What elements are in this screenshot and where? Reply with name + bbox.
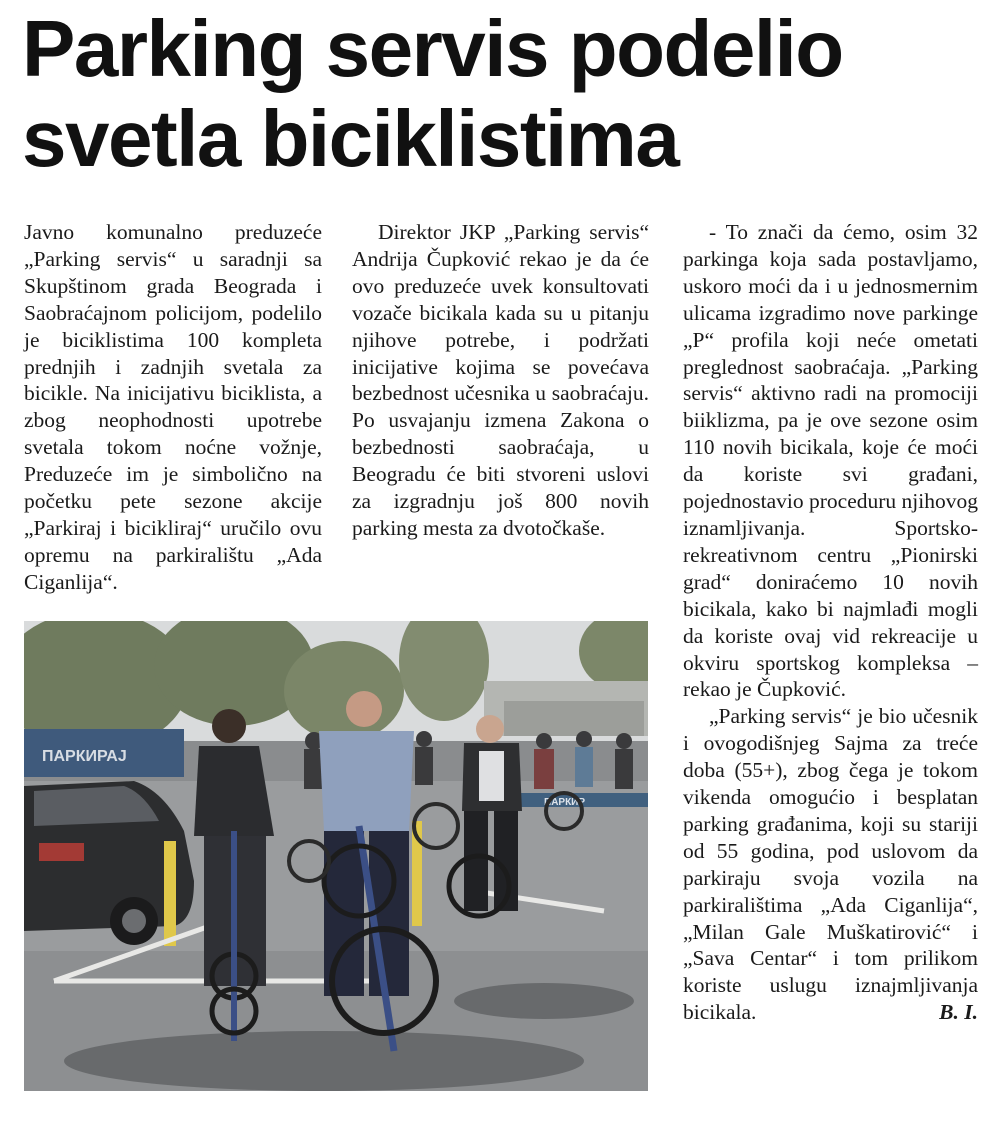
article-column-3 — [683, 219, 978, 1026]
author-signature: B. I. — [939, 1000, 978, 1025]
paragraph-intro: Javno komunalno preduzeće „Parking servis“ u saradnji sa Skupštinom grada Beograda i Saobraćajnom policijom, podelilo je biciklistima 100 kompleta prednjih i zadnjih svetala za bicikle. Na inicijativu biciklista, a zbog neophodnosti upotrebe svetala tokom noćne vožnje, Preduzeće im je simbolično na početku pete sezone akcije „Parkiraj i biciklirаj“ uručilo ovu opremu na parkiralištu „Ada Ciganlija“. — [24, 220, 322, 594]
paragraph-quote: - To znači da ćemo, osim 32 parkinga koja sada postavljamo, uskoro moći da i u jednosmernim ulicama izgradimo nove parkinge „P“ profila koji neće ometati preglednost saobraćaja. „Parking servis“ aktivno radi na promociji biiklizma, pa je ove sezone osim 110 novih bicikala, koje će moći da koriste svi građani, pojednostavio proceduru njihovog iznamljivanja. Sportsko-rekreativnom centru „Pionirski grad“ doniraćemo 10 novih bicikala, kako bi najmlađi mogli da koriste ovaj vid rekreacije u okviru sportskog kompleksa – rekao je Čupković. — [683, 220, 978, 702]
article-column-2 — [352, 219, 649, 542]
photo-banner-text: ПАРКИРАЈ — [42, 748, 127, 765]
article-photo — [24, 621, 648, 1091]
photo-barrier-text: ПАРКИР — [544, 797, 586, 808]
photo-cyclists-parking-lot — [24, 621, 648, 1091]
paragraph-director: Direktor JKP „Parking servis“ Andrija Čupković rekao je da će ovo preduzeće uvek konsultovati vozače bicikala kada su u pitanju njihove potrebe, i podržati inicijative kojima se povećava bezbednost učesnika u saobraćaju. Po usvajanju izmena Zakona o bezbednosti saobraćaja, u Beogradu će biti stvoreni uslovi za izgradnju još 800 novih parking mesta za dvotočkaše. — [352, 220, 649, 540]
article-column-1 — [24, 219, 322, 596]
paragraph-fair — [683, 703, 978, 1026]
photo-banner — [24, 729, 184, 777]
headline-line-2: svetla biciklistima — [22, 94, 679, 183]
paragraph-fair-text: „Parking servis“ je bio učesnik i ovogodišnjeg Sajma za treće doba (55+), zbog čega je tokom vikenda omogućio i besplatan parking građanima, koji su stariji od 55 godina, pod uslovom da parkiraju svoja vozila na parkiralištima „Ada Ciganlija“, „Milan Gale Muškatirović“ i „Sava Centar“ i tom prilikom koriste uslugu iznajmljivanja bicikala. — [683, 704, 978, 1025]
headline-line-1: Parking servis podelio — [22, 4, 843, 93]
article-headline — [22, 4, 972, 184]
photo-post-left — [164, 841, 176, 946]
